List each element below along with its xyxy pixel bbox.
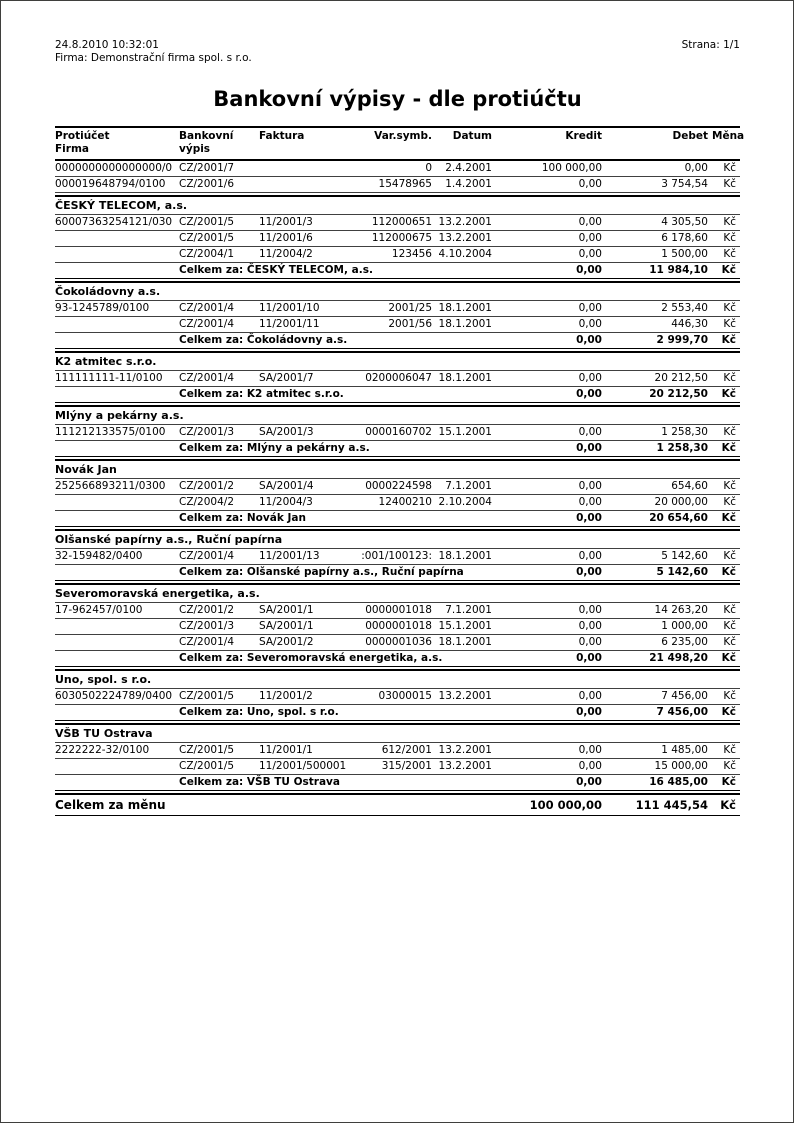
cell-account: [55, 619, 179, 634]
cell-credit: 0,00: [578, 744, 602, 756]
group-total-credit: 0,00: [576, 388, 602, 400]
cell-credit: 0,00: [578, 636, 602, 648]
col-protiucet: Protiúčet: [55, 130, 110, 142]
cell-invoice: 11/2001/1: [259, 744, 313, 756]
cell-date: 1.4.2001: [445, 178, 492, 190]
group-total-label: Celkem za: K2 atmitec s.r.o.: [179, 388, 344, 400]
group-total-credit: 0,00: [576, 706, 602, 718]
cell-varsymb: 0000224598: [365, 480, 432, 492]
group-total-currency: Kč: [721, 706, 736, 718]
group-firm-name: Novák Jan: [55, 463, 117, 476]
cell-invoice: 11/2001/500001: [259, 760, 347, 772]
cell-date: 7.1.2001: [445, 480, 492, 492]
group-total-credit: 0,00: [576, 442, 602, 454]
cell-debit: 2 553,40: [661, 302, 708, 314]
cell-date: 13.2.2001: [438, 690, 492, 702]
col-debet: Debet: [672, 130, 708, 142]
cell-credit: 100 000,00: [541, 162, 602, 174]
cell-debit: 1 258,30: [661, 426, 708, 438]
col-mena: Měna: [712, 130, 745, 142]
group-total-row: [55, 705, 740, 721]
group-total-label: Celkem za: VŠB TU Ostrava: [179, 776, 340, 788]
group-total-debit: 5 142,60: [656, 566, 708, 578]
grand-total-credit: 100 000,00: [529, 798, 602, 812]
group-total-currency: Kč: [721, 512, 736, 524]
cell-date: 18.1.2001: [438, 636, 492, 648]
cell-credit: 0,00: [578, 372, 602, 384]
table-data-row: [55, 215, 740, 231]
cell-currency: Kč: [723, 232, 736, 244]
table-data-row: [55, 495, 740, 511]
group-total-spacer: [55, 333, 179, 348]
group-total-row: [55, 651, 740, 667]
cell-currency: Kč: [723, 372, 736, 384]
group-firm-name: Mlýny a pekárny a.s.: [55, 409, 184, 422]
cell-currency: Kč: [723, 302, 736, 314]
group-total-currency: Kč: [721, 566, 736, 578]
cell-credit: 0,00: [578, 426, 602, 438]
cell-currency: Kč: [723, 620, 736, 632]
cell-currency: Kč: [723, 318, 736, 330]
group-total-spacer: [55, 441, 179, 456]
cell-credit: 0,00: [578, 604, 602, 616]
cell-date: 15.1.2001: [438, 426, 492, 438]
cell-account: 60007363254121/030: [55, 216, 173, 228]
table-body: [55, 161, 740, 791]
cell-statement: CZ/2001/7: [179, 162, 235, 174]
table-data-row: [55, 603, 740, 619]
group-total-debit: 11 984,10: [649, 264, 708, 276]
group-total-row: [55, 333, 740, 349]
group-total-row: [55, 775, 740, 791]
cell-statement: CZ/2001/4: [179, 318, 235, 330]
cell-credit: 0,00: [578, 690, 602, 702]
cell-invoice: [259, 161, 354, 176]
group-total-debit: 21 498,20: [649, 652, 708, 664]
group-total-currency: Kč: [721, 442, 736, 454]
cell-invoice: 11/2004/3: [259, 496, 313, 508]
table-data-row: [55, 161, 740, 177]
cell-statement: CZ/2004/2: [179, 496, 235, 508]
group-total-row: [55, 565, 740, 581]
group-total-debit: 20 212,50: [649, 388, 708, 400]
cell-debit: 1 500,00: [661, 248, 708, 260]
cell-varsymb: 612/2001: [381, 744, 432, 756]
col-bankovni-vypis: [179, 128, 259, 159]
cell-currency: Kč: [723, 480, 736, 492]
cell-invoice: SA/2001/7: [259, 372, 314, 384]
group-total-label: Celkem za: Uno, spol. s r.o.: [179, 706, 339, 718]
cell-date: 18.1.2001: [438, 550, 492, 562]
cell-debit: 20 212,50: [654, 372, 708, 384]
cell-varsymb: 112000675: [371, 232, 432, 244]
group-firm-name: K2 atmitec s.r.o.: [55, 355, 157, 368]
cell-currency: Kč: [723, 162, 736, 174]
group-header-row: [55, 529, 740, 549]
group-total-credit: 0,00: [576, 776, 602, 788]
cell-date: 2.4.2001: [445, 162, 492, 174]
group-total-credit: 0,00: [576, 264, 602, 276]
col-bankovni: Bankovní: [179, 130, 234, 142]
report-table: [55, 126, 745, 816]
cell-account: [55, 231, 179, 246]
cell-invoice: SA/2001/1: [259, 620, 314, 632]
cell-debit: 20 000,00: [654, 496, 708, 508]
cell-varsymb: 112000651: [371, 216, 432, 228]
cell-date: 7.1.2001: [445, 604, 492, 616]
cell-varsymb: 0000001018: [365, 620, 432, 632]
cell-varsymb: 315/2001: [381, 760, 432, 772]
col-faktura: Faktura: [259, 130, 305, 142]
group-total-spacer: [55, 565, 179, 580]
cell-statement: CZ/2004/1: [179, 248, 235, 260]
cell-statement: CZ/2001/5: [179, 232, 235, 244]
cell-credit: 0,00: [578, 550, 602, 562]
report-page-number: Strana: 1/1: [681, 39, 740, 51]
cell-date: 13.2.2001: [438, 216, 492, 228]
cell-invoice: 11/2004/2: [259, 248, 313, 260]
group-total-currency: Kč: [721, 388, 736, 400]
cell-credit: 0,00: [578, 620, 602, 632]
table-header-row: [55, 128, 745, 161]
cell-credit: 0,00: [578, 480, 602, 492]
cell-currency: Kč: [723, 744, 736, 756]
cell-statement: CZ/2001/4: [179, 372, 235, 384]
table-data-row: [55, 759, 740, 775]
cell-account: 111111111-11/0100: [55, 372, 163, 384]
group-total-spacer: [55, 387, 179, 402]
group-total-spacer: [55, 775, 179, 790]
table-data-row: [55, 479, 740, 495]
cell-date: 2.10.2004: [438, 496, 492, 508]
cell-account: [55, 495, 179, 510]
group-header-row: [55, 405, 740, 425]
col-firma: Firma: [55, 143, 89, 155]
cell-account: 0000000000000000/0: [55, 162, 173, 174]
col-datum: Datum: [452, 130, 492, 142]
cell-varsymb: 0200006047: [365, 372, 432, 384]
group-header-row: [55, 195, 740, 215]
cell-debit: 1 000,00: [661, 620, 708, 632]
report-company: Firma: Demonstrační firma spol. s r.o.: [55, 52, 252, 64]
group-total-spacer: [55, 263, 179, 278]
group-total-debit: 2 999,70: [656, 334, 708, 346]
cell-varsymb: :001/100123:: [361, 550, 432, 562]
col-kredit: Kredit: [565, 130, 602, 142]
cell-statement: CZ/2001/3: [179, 426, 235, 438]
group-total-spacer: [55, 511, 179, 526]
cell-debit: 3 754,54: [661, 178, 708, 190]
group-firm-name: Severomoravská energetika, a.s.: [55, 587, 260, 600]
cell-invoice: 11/2001/3: [259, 216, 313, 228]
cell-statement: CZ/2001/4: [179, 302, 235, 314]
group-header-row: [55, 669, 740, 689]
cell-invoice: 11/2001/2: [259, 690, 313, 702]
col-protiucet-firma: [55, 128, 179, 159]
group-total-credit: 0,00: [576, 512, 602, 524]
cell-currency: Kč: [723, 604, 736, 616]
cell-statement: CZ/2001/3: [179, 620, 235, 632]
cell-date: 15.1.2001: [438, 620, 492, 632]
cell-invoice: 11/2001/10: [259, 302, 320, 314]
report-header: [55, 39, 740, 65]
cell-date: 13.2.2001: [438, 760, 492, 772]
cell-invoice: [259, 177, 354, 192]
group-total-label: Celkem za: ČESKÝ TELECOM, a.s.: [179, 264, 373, 276]
cell-credit: 0,00: [578, 232, 602, 244]
cell-currency: Kč: [723, 216, 736, 228]
cell-debit: 7 456,00: [661, 690, 708, 702]
group-header-row: [55, 351, 740, 371]
group-total-debit: 20 654,60: [649, 512, 708, 524]
group-total-label: Celkem za: Mlýny a pekárny a.s.: [179, 442, 370, 454]
cell-statement: CZ/2001/5: [179, 216, 235, 228]
cell-account: 6030502224789/0400: [55, 690, 173, 702]
cell-varsymb: 0000001036: [365, 636, 432, 648]
cell-invoice: SA/2001/3: [259, 426, 314, 438]
cell-date: 18.1.2001: [438, 318, 492, 330]
cell-debit: 0,00: [684, 162, 708, 174]
group-total-label: Celkem za: Čokoládovny a.s.: [179, 334, 348, 346]
cell-account: [55, 635, 179, 650]
group-header-row: [55, 281, 740, 301]
cell-currency: Kč: [723, 426, 736, 438]
group-total-debit: 16 485,00: [649, 776, 708, 788]
cell-currency: Kč: [723, 690, 736, 702]
table-data-row: [55, 371, 740, 387]
cell-varsymb: 123456: [391, 248, 432, 260]
cell-date: 13.2.2001: [438, 744, 492, 756]
cell-varsymb: 2001/25: [388, 302, 432, 314]
cell-date: 18.1.2001: [438, 372, 492, 384]
table-data-row: [55, 425, 740, 441]
grand-total-debit: 111 445,54: [635, 798, 708, 812]
group-total-currency: Kč: [721, 652, 736, 664]
cell-statement: CZ/2001/4: [179, 550, 235, 562]
report-datetime: 24.8.2010 10:32:01: [55, 39, 159, 51]
cell-varsymb: 0000160702: [365, 426, 432, 438]
cell-debit: 1 485,00: [661, 744, 708, 756]
col-vypis: výpis: [179, 143, 211, 155]
cell-invoice: SA/2001/4: [259, 480, 314, 492]
cell-statement: CZ/2001/2: [179, 480, 235, 492]
group-total-row: [55, 441, 740, 457]
cell-account: 2222222-32/0100: [55, 744, 150, 756]
report-header-left: [55, 39, 252, 65]
cell-account: 000019648794/0100: [55, 178, 166, 190]
table-data-row: [55, 635, 740, 651]
cell-credit: 0,00: [578, 248, 602, 260]
cell-debit: 4 305,50: [661, 216, 708, 228]
cell-statement: CZ/2001/4: [179, 636, 235, 648]
group-total-currency: Kč: [721, 776, 736, 788]
table-data-row: [55, 247, 740, 263]
cell-statement: CZ/2001/5: [179, 690, 235, 702]
cell-debit: 6 178,60: [661, 232, 708, 244]
cell-varsymb: 15478965: [378, 178, 432, 190]
table-data-row: [55, 317, 740, 333]
group-firm-name: Uno, spol. s r.o.: [55, 673, 152, 686]
report-title: Bankovní výpisy - dle protiúčtu: [213, 87, 582, 111]
cell-account: 111212133575/0100: [55, 426, 166, 438]
cell-invoice: 11/2001/11: [259, 318, 320, 330]
cell-debit: 15 000,00: [654, 760, 708, 772]
cell-invoice: SA/2001/2: [259, 636, 314, 648]
cell-account: 252566893211/0300: [55, 480, 166, 492]
cell-credit: 0,00: [578, 318, 602, 330]
group-total-row: [55, 263, 740, 279]
cell-debit: 654,60: [671, 480, 708, 492]
table-data-row: [55, 549, 740, 565]
group-total-credit: 0,00: [576, 334, 602, 346]
cell-currency: Kč: [723, 636, 736, 648]
cell-varsymb: 03000015: [378, 690, 432, 702]
cell-currency: Kč: [723, 760, 736, 772]
group-header-row: [55, 583, 740, 603]
cell-date: 18.1.2001: [438, 302, 492, 314]
grand-total-currency: Kč: [720, 798, 736, 812]
cell-varsymb: 2001/56: [388, 318, 432, 330]
table-data-row: [55, 619, 740, 635]
table-data-row: [55, 177, 740, 193]
grand-total-row: [55, 793, 740, 816]
group-total-currency: Kč: [721, 334, 736, 346]
group-total-row: [55, 387, 740, 403]
group-total-debit: 7 456,00: [656, 706, 708, 718]
group-firm-name: VŠB TU Ostrava: [55, 727, 153, 740]
table-data-row: [55, 689, 740, 705]
cell-varsymb: 12400210: [378, 496, 432, 508]
cell-currency: Kč: [723, 178, 736, 190]
group-total-currency: Kč: [721, 264, 736, 276]
cell-date: 4.10.2004: [438, 248, 492, 260]
cell-statement: CZ/2001/5: [179, 744, 235, 756]
group-total-credit: 0,00: [576, 652, 602, 664]
cell-account: [55, 247, 179, 262]
cell-account: 17-962457/0100: [55, 604, 143, 616]
cell-currency: Kč: [723, 248, 736, 260]
table-data-row: [55, 743, 740, 759]
cell-credit: 0,00: [578, 178, 602, 190]
cell-debit: 5 142,60: [661, 550, 708, 562]
cell-varsymb: 0: [425, 162, 432, 174]
cell-debit: 446,30: [671, 318, 708, 330]
cell-statement: CZ/2001/6: [179, 178, 235, 190]
group-total-spacer: [55, 705, 179, 720]
group-firm-name: Čokoládovny a.s.: [55, 285, 161, 298]
cell-date: 13.2.2001: [438, 232, 492, 244]
cell-statement: CZ/2001/2: [179, 604, 235, 616]
group-header-row: [55, 723, 740, 743]
cell-invoice: 11/2001/13: [259, 550, 320, 562]
cell-statement: CZ/2001/5: [179, 760, 235, 772]
cell-account: [55, 759, 179, 774]
cell-account: 93-1245789/0100: [55, 302, 150, 314]
table-data-row: [55, 301, 740, 317]
cell-account: [55, 317, 179, 332]
col-varsymb: Var.symb.: [374, 130, 432, 142]
cell-debit: 6 235,00: [661, 636, 708, 648]
cell-credit: 0,00: [578, 302, 602, 314]
group-firm-name: ČESKÝ TELECOM, a.s.: [55, 199, 188, 212]
cell-credit: 0,00: [578, 760, 602, 772]
cell-currency: Kč: [723, 496, 736, 508]
group-total-label: Celkem za: Severomoravská energetika, a.s.: [179, 652, 443, 664]
group-total-label: Celkem za: Novák Jan: [179, 512, 306, 524]
group-total-label: Celkem za: Olšanské papírny a.s., Ruční papírna: [179, 566, 464, 578]
cell-currency: Kč: [723, 550, 736, 562]
cell-credit: 0,00: [578, 216, 602, 228]
group-total-credit: 0,00: [576, 566, 602, 578]
grand-total-label: Celkem za měnu: [55, 798, 166, 812]
table-data-row: [55, 231, 740, 247]
cell-varsymb: 0000001018: [365, 604, 432, 616]
cell-invoice: 11/2001/6: [259, 232, 313, 244]
cell-account: 32-159482/0400: [55, 550, 143, 562]
group-header-row: [55, 459, 740, 479]
group-total-debit: 1 258,30: [656, 442, 708, 454]
group-firm-name: Olšanské papírny a.s., Ruční papírna: [55, 533, 283, 546]
cell-invoice: SA/2001/1: [259, 604, 314, 616]
group-total-spacer: [55, 651, 179, 666]
group-total-row: [55, 511, 740, 527]
cell-credit: 0,00: [578, 496, 602, 508]
cell-debit: 14 263,20: [654, 604, 708, 616]
